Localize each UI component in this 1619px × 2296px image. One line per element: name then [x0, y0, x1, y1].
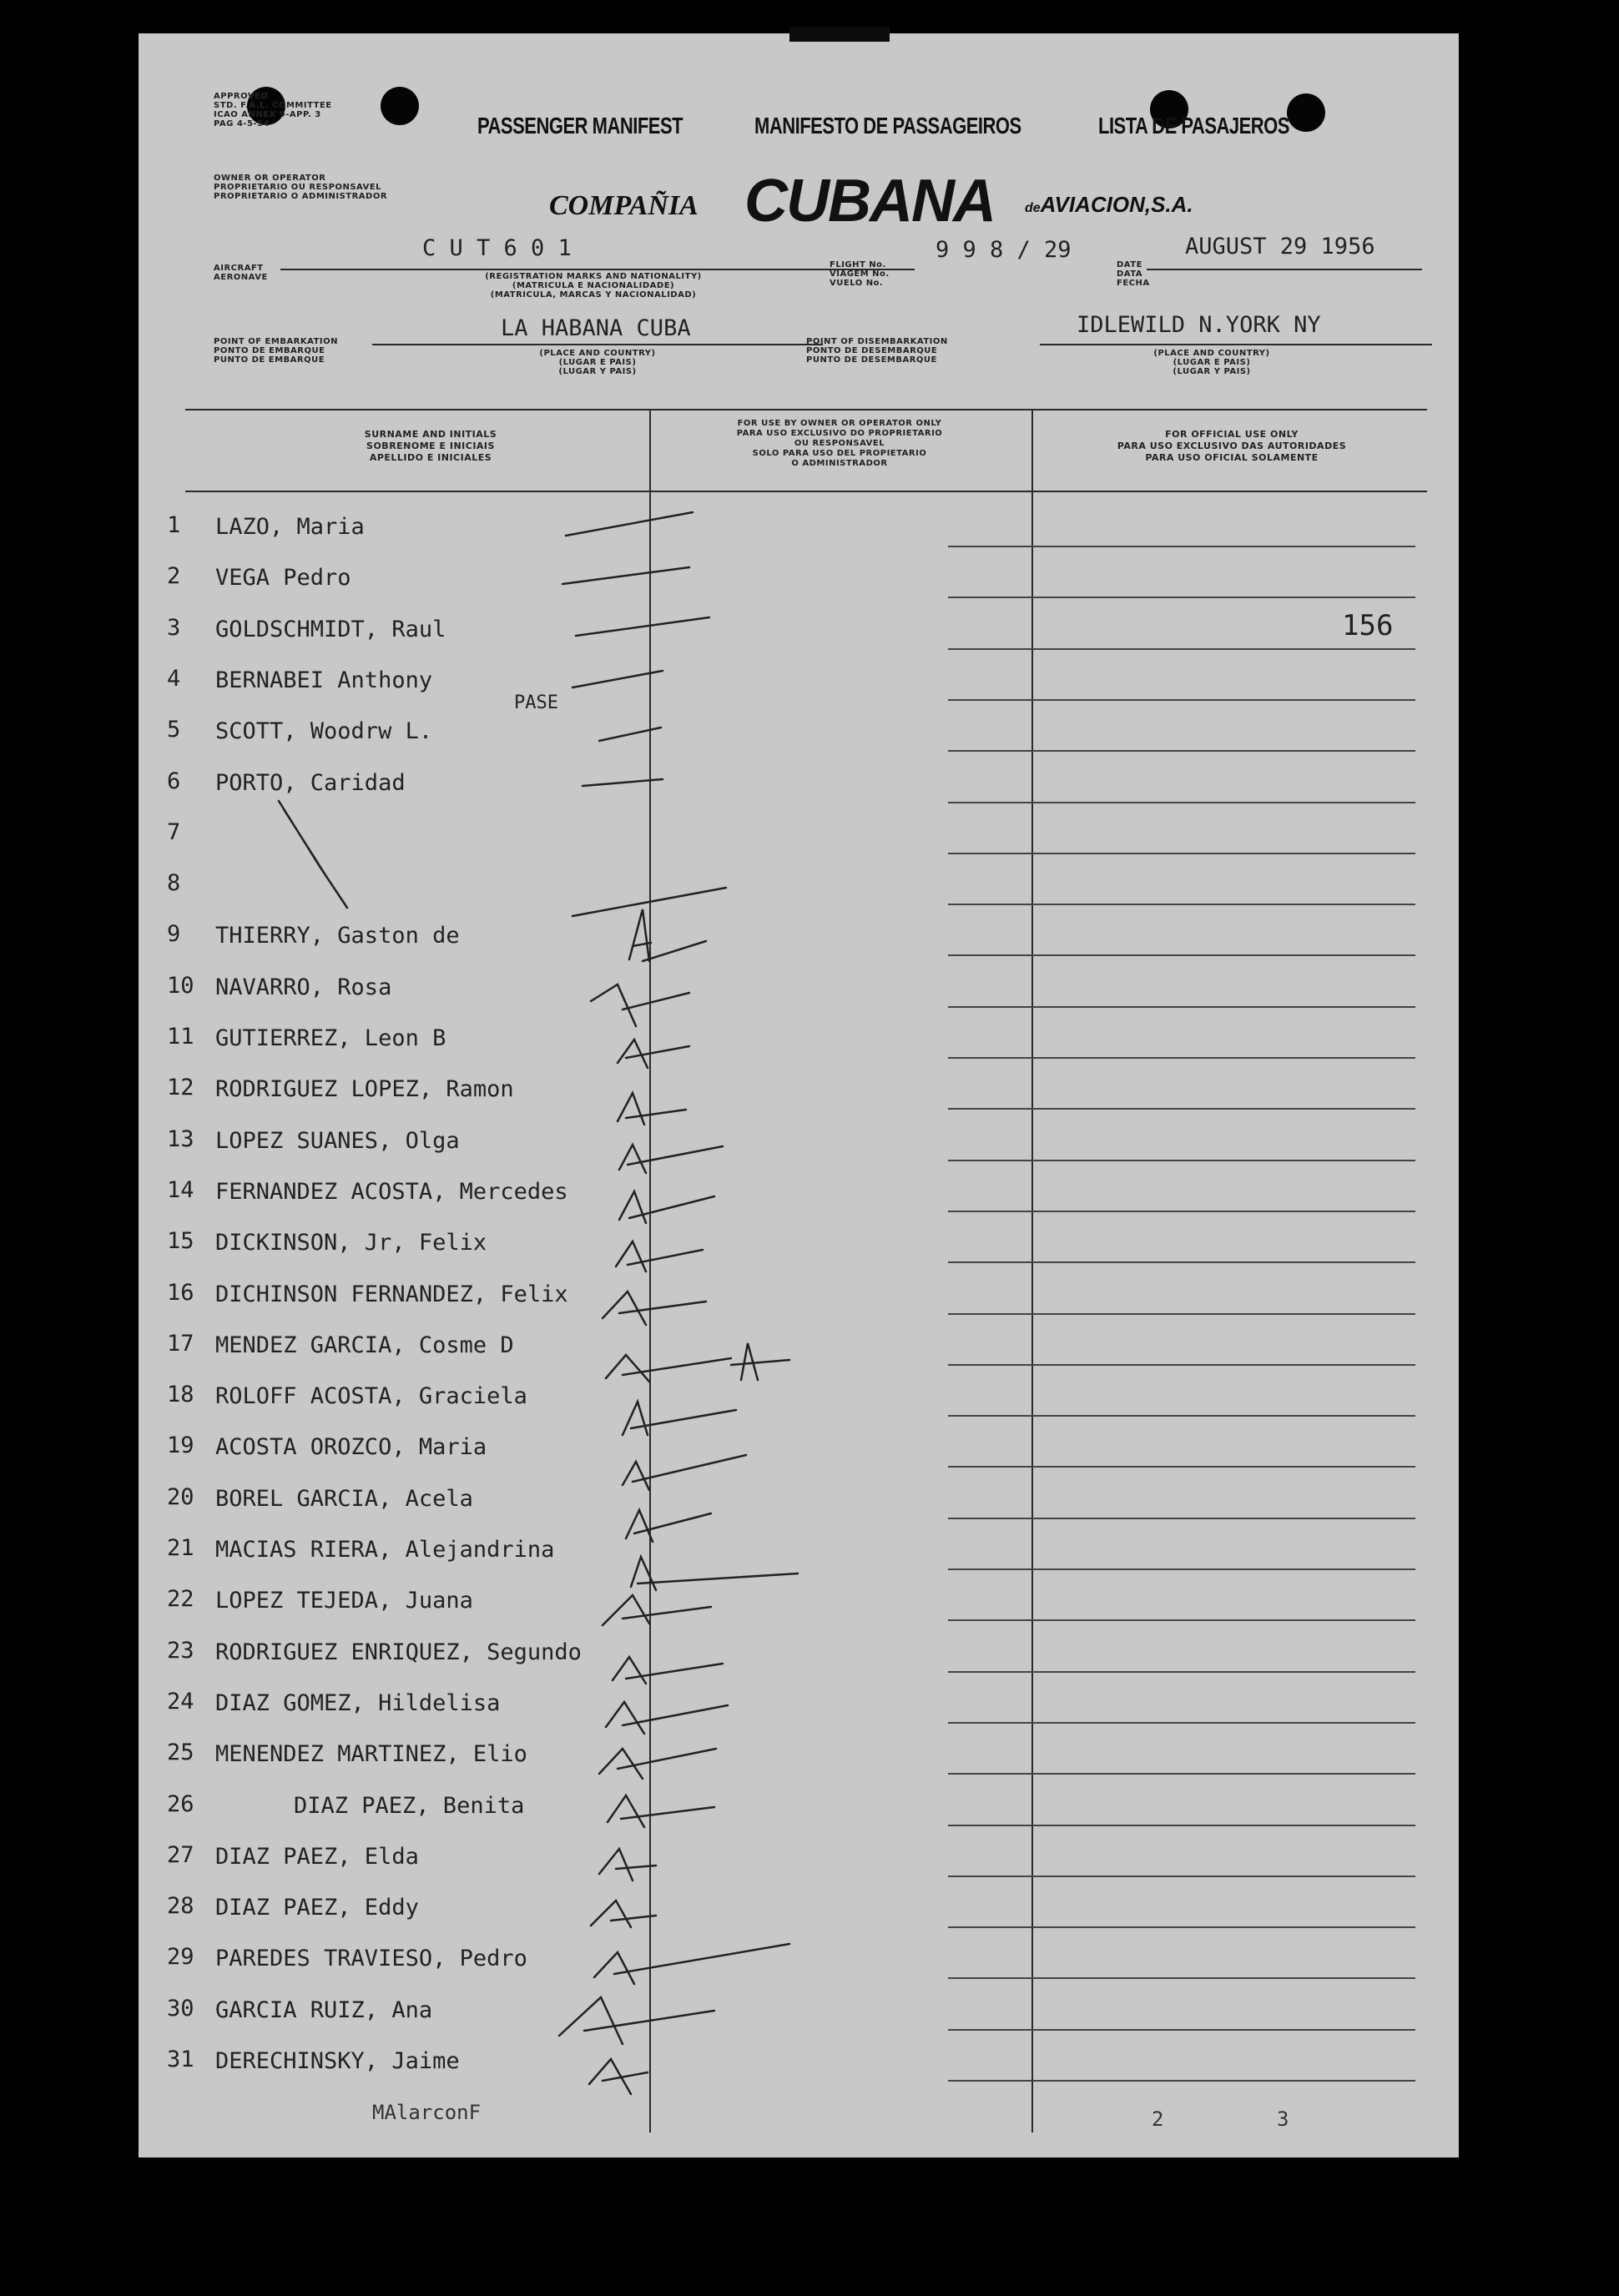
passenger-number: 20	[167, 1484, 194, 1510]
passenger-number: 11	[167, 1024, 194, 1050]
handwritten-check-marks	[139, 33, 1459, 2158]
official-use-column-header: FOR OFFICIAL USE ONLY PARA USO EXCLUSIVO DAS AUTORIDADES PARA USO OFICIAL SOLAMENTE	[1117, 429, 1347, 463]
initial-mark	[629, 909, 706, 961]
approval-block: APPROVED STD. F.A.L. COMMITTEE ICAO ANNEX 9-APP. 3 PAG 4-5-54	[214, 92, 332, 128]
passenger-name: DICHINSON FERNANDEZ, Felix	[215, 1281, 568, 1307]
passenger-number: 31	[167, 2047, 194, 2072]
passenger-number: 1	[167, 512, 181, 538]
initial-mark	[619, 1191, 714, 1223]
passenger-number: 22	[167, 1586, 194, 1612]
initial-mark	[608, 1795, 714, 1827]
disembarkation-sublabel: (PLACE AND COUNTRY) (LUGAR E PAIS) (LUGAR Y PAIS)	[1153, 349, 1270, 376]
passenger-number: 19	[167, 1432, 194, 1458]
passenger-name: LAZO, Maria	[215, 514, 365, 540]
pase-stamp: PASE	[514, 692, 558, 713]
initial-mark	[599, 1849, 656, 1881]
check-mark-8	[572, 888, 726, 916]
initial-mark	[559, 1997, 714, 2044]
passenger-number: 28	[167, 1893, 194, 1919]
check-mark-3	[576, 617, 709, 636]
passenger-number: 12	[167, 1075, 194, 1100]
passenger-name: VEGA Pedro	[215, 565, 351, 591]
passenger-name: PAREDES TRAVIESO, Pedro	[215, 1946, 527, 1971]
check-mark-6	[583, 779, 663, 786]
page-number-a: 2	[1152, 2107, 1164, 2131]
passenger-name: RODRIGUEZ ENRIQUEZ, Segundo	[215, 1639, 582, 1665]
passenger-name: DERECHINSKY, Jaime	[215, 2048, 460, 2074]
passenger-name: DIAZ PAEZ, Eddy	[215, 1895, 419, 1921]
check-mark-1	[566, 512, 693, 536]
initial-mark	[591, 1901, 656, 1927]
passenger-number: 18	[167, 1382, 194, 1407]
passenger-name: GUTIERREZ, Leon B	[215, 1025, 446, 1051]
initial-mark	[594, 1944, 789, 1984]
flight-number: 9 9 8 / 29	[936, 237, 1072, 263]
passenger-name: NAVARRO, Rosa	[215, 974, 392, 1000]
official-number: 156	[1342, 609, 1394, 642]
passenger-name: LOPEZ TEJEDA, Juana	[215, 1588, 473, 1614]
initial-mark	[606, 1343, 789, 1382]
flight-label: FLIGHT No. VIAGEM No. VUELO No.	[830, 260, 890, 288]
passenger-name: LOPEZ SUANES, Olga	[215, 1128, 460, 1154]
passenger-number: 17	[167, 1331, 194, 1357]
passenger-number: 7	[167, 819, 181, 845]
passenger-number: 8	[167, 870, 181, 896]
passenger-number: 29	[167, 1944, 194, 1970]
aircraft-sublabel: (REGISTRATION MARKS AND NATIONALITY) (MATRICULA E NACIONALIDADE) (MATRICULA, MARCAS Y NACIONALIDAD)	[485, 272, 702, 300]
passenger-number: 3	[167, 615, 181, 641]
disembarkation-label: POINT OF DISEMBARKATION PONTO DE DESEMBARQUE PUNTO DE DESEMBARQUE	[806, 337, 948, 365]
aircraft-label: AIRCRAFT AERONAVE	[214, 264, 268, 282]
passenger-number: 24	[167, 1689, 194, 1714]
initial-mark	[599, 1749, 716, 1779]
initial-mark	[619, 1145, 723, 1173]
passenger-name: BERNABEI Anthony	[215, 667, 433, 693]
passenger-name: THIERRY, Gaston de	[215, 923, 460, 949]
passenger-number: 21	[167, 1535, 194, 1561]
date-label: DATE DATA FECHA	[1117, 260, 1150, 288]
passenger-number: 5	[167, 717, 181, 743]
passenger-name: RODRIGUEZ LOPEZ, Ramon	[215, 1076, 514, 1102]
initial-mark	[626, 1510, 711, 1542]
initial-mark	[603, 1292, 706, 1325]
passenger-number: 10	[167, 973, 194, 999]
header-portuguese: MANIFESTO DE PASSAGEIROS	[754, 112, 1021, 138]
passenger-name: MENENDEZ MARTINEZ, Elio	[215, 1741, 527, 1767]
initial-mark	[606, 1702, 728, 1734]
passenger-number: 13	[167, 1126, 194, 1152]
check-mark-5	[599, 728, 661, 741]
page-number-b: 3	[1277, 2107, 1289, 2131]
passenger-name: FERNANDEZ ACOSTA, Mercedes	[215, 1179, 568, 1205]
passenger-name: ROLOFF ACOSTA, Graciela	[215, 1383, 527, 1409]
surname-column-header: SURNAME AND INITIALS SOBRENOME E INICIAIS APELLIDO E INICIALES	[364, 429, 497, 463]
initial-mark	[616, 1241, 703, 1271]
owner-block: OWNER OR OPERATOR PROPRIETARIO OU RESPONSAVEL PROPRIETARIO O ADMINISTRADOR	[214, 174, 388, 201]
passenger-name: BOREL GARCIA, Acela	[215, 1486, 473, 1512]
embarkation-place: LA HABANA CUBA	[501, 315, 691, 341]
initial-mark	[623, 1402, 736, 1435]
initial-mark	[618, 1040, 689, 1068]
manifest-page: APPROVED STD. F.A.L. COMMITTEE ICAO ANNEX 9-APP. 3 PAG 4-5-54 OWNER OR OPERATOR PROPRIETARIO OU RESPONSAVEL PROPRIETARIO O ADMINISTRADOR PASSENGER MANIFEST MANIFESTO DE PASSAGEIROS LISTA DE PASAJEROS COMPAÑIA CUBANA deAVIACION,S.A. AIRCRAFT AERONAVE C U T 6 0 1 (REGISTRATION MARKS AND NATIONALITY) (MATRICULA E NACIONALIDADE) (MATRICULA, MARCAS Y NACIONALIDAD) FLIGHT No. VIAGEM No. VUELO No. 9 9 8 / 29 DATE DATA FECHA AUGUST 29 1956 POINT OF EMBARKATION PONTO DE EMBARQUE PUNTO DE EMBARQUE LA HABANA CUBA (PLACE AND COUNTRY) (LUGAR E PAIS) (LUGAR Y PAIS) POINT OF DISEMBARKATION PONTO DE DESEMBARQUE PUNTO DE DESEMBARQUE IDLEWILD N.YORK NY (PLACE AND COUNTRY) (LUGAR E PAIS) (LUGAR Y PAIS) SURNAME AND INITIALS SOBRENOME E INICIAIS APELLIDO E INICIALES FOR USE BY OWNER OR OPERATOR ONLY PARA USO EXCLUSIVO DO PROPRIETARIO OU RESPONSAVEL SOLO PARA USO DEL PROPIETARIO O ADMINISTRADOR FOR OFFICIAL USE ONLY PARA USO EXCLUSIVO DAS AUTORIDADES PARA USO OFICIAL SOLAMENTE 1 LAZO, Maria 2 VEGA Pedro 3 GOLDSCHMIDT, Raul 4 BERNABEI Anthony 5 SCOTT, Woodrw L. 6 PORTO, Caridad 7 8 9 THIERRY, Gaston de 10 NAVARRO, Rosa 11 GUTIERREZ, Leon B 12 RODRIGUEZ LOPEZ, Ramon 13 LOPEZ SUANES, Olga 14 FERNANDEZ ACOSTA, Mercedes 15 DICKINSON, Jr, Felix 16 DICHINSON FERNANDEZ, Felix 17 MENDEZ GARCIA, Cosme D 18 ROLOFF ACOSTA, Graciela 19 ACOSTA OROZCO, Maria 20 BOREL GARCIA, Acela 21 MACIAS RIERA, Alejandrina 22 LOPEZ TEJEDA, Juana 23 RODRIGUEZ ENRIQUEZ, Segundo 24 DIAZ GOMEZ, Hildelisa 25 MENENDEZ MARTINEZ, Elio 26 DIAZ PAEZ, Benita 27 DIAZ PAEZ, Elda 28 DIAZ PAEZ, Eddy 29 PAREDES TRAVIESO, Pedro 30 GARCIA RUIZ, Ana 31 DERECHINSKY, Jaime PASE 156 MAlarconF 2 3	[139, 33, 1459, 2158]
passenger-number: 27	[167, 1842, 194, 1868]
passenger-number: 9	[167, 921, 181, 947]
passenger-number: 30	[167, 1996, 194, 2022]
initial-mark	[618, 1093, 686, 1125]
passenger-number: 16	[167, 1280, 194, 1306]
passenger-number: 25	[167, 1740, 194, 1765]
disembarkation-place: IDLEWILD N.YORK NY	[1077, 312, 1321, 338]
passenger-name: GARCIA RUIZ, Ana	[215, 1997, 433, 2023]
initial-mark	[591, 984, 689, 1026]
passenger-number: 4	[167, 666, 181, 692]
passenger-name: PORTO, Caridad	[215, 770, 406, 796]
initial-mark	[603, 1595, 711, 1625]
initial-mark	[613, 1657, 723, 1684]
passenger-number: 15	[167, 1228, 194, 1254]
passenger-name: MACIAS RIERA, Alejandrina	[215, 1537, 555, 1563]
embarkation-sublabel: (PLACE AND COUNTRY) (LUGAR E PAIS) (LUGAR Y PAIS)	[539, 349, 656, 376]
passenger-number: 26	[167, 1791, 194, 1817]
initial-mark	[589, 2059, 648, 2094]
header-english: PASSENGER MANIFEST	[477, 112, 683, 138]
strike-mark-7-8	[279, 801, 347, 908]
passenger-number: 23	[167, 1638, 194, 1664]
passenger-name: GOLDSCHMIDT, Raul	[215, 617, 446, 642]
flight-date: AUGUST 29 1956	[1185, 234, 1375, 259]
check-mark-4	[572, 671, 663, 687]
embarkation-label: POINT OF EMBARKATION PONTO DE EMBARQUE PUNTO DE EMBARQUE	[214, 337, 339, 365]
passenger-number: 2	[167, 563, 181, 589]
initial-mark	[623, 1455, 746, 1490]
clerk-signature: MAlarconF	[372, 2101, 482, 2124]
passenger-name: DICKINSON, Jr, Felix	[215, 1230, 487, 1256]
initial-mark	[631, 1557, 798, 1590]
passenger-name: DIAZ GOMEZ, Hildelisa	[215, 1690, 501, 1716]
passenger-name: DIAZ PAEZ, Benita	[294, 1793, 525, 1819]
aircraft-registration: C U T 6 0 1	[422, 235, 572, 261]
check-mark-2	[562, 567, 689, 584]
passenger-name: SCOTT, Woodrw L.	[215, 718, 433, 744]
passenger-name: DIAZ PAEZ, Elda	[215, 1844, 419, 1870]
passenger-number: 6	[167, 768, 181, 794]
header-spanish: LISTA DE PASAJEROS	[1098, 112, 1289, 138]
passenger-name: ACOSTA OROZCO, Maria	[215, 1434, 487, 1460]
passenger-number: 14	[167, 1177, 194, 1203]
passenger-name: MENDEZ GARCIA, Cosme D	[215, 1332, 514, 1358]
owner-use-column-header: FOR USE BY OWNER OR OPERATOR ONLY PARA USO EXCLUSIVO DO PROPRIETARIO OU RESPONSAVEL SOLO PARA USO DEL PROPIETARIO O ADMINISTRADOR	[736, 419, 943, 468]
